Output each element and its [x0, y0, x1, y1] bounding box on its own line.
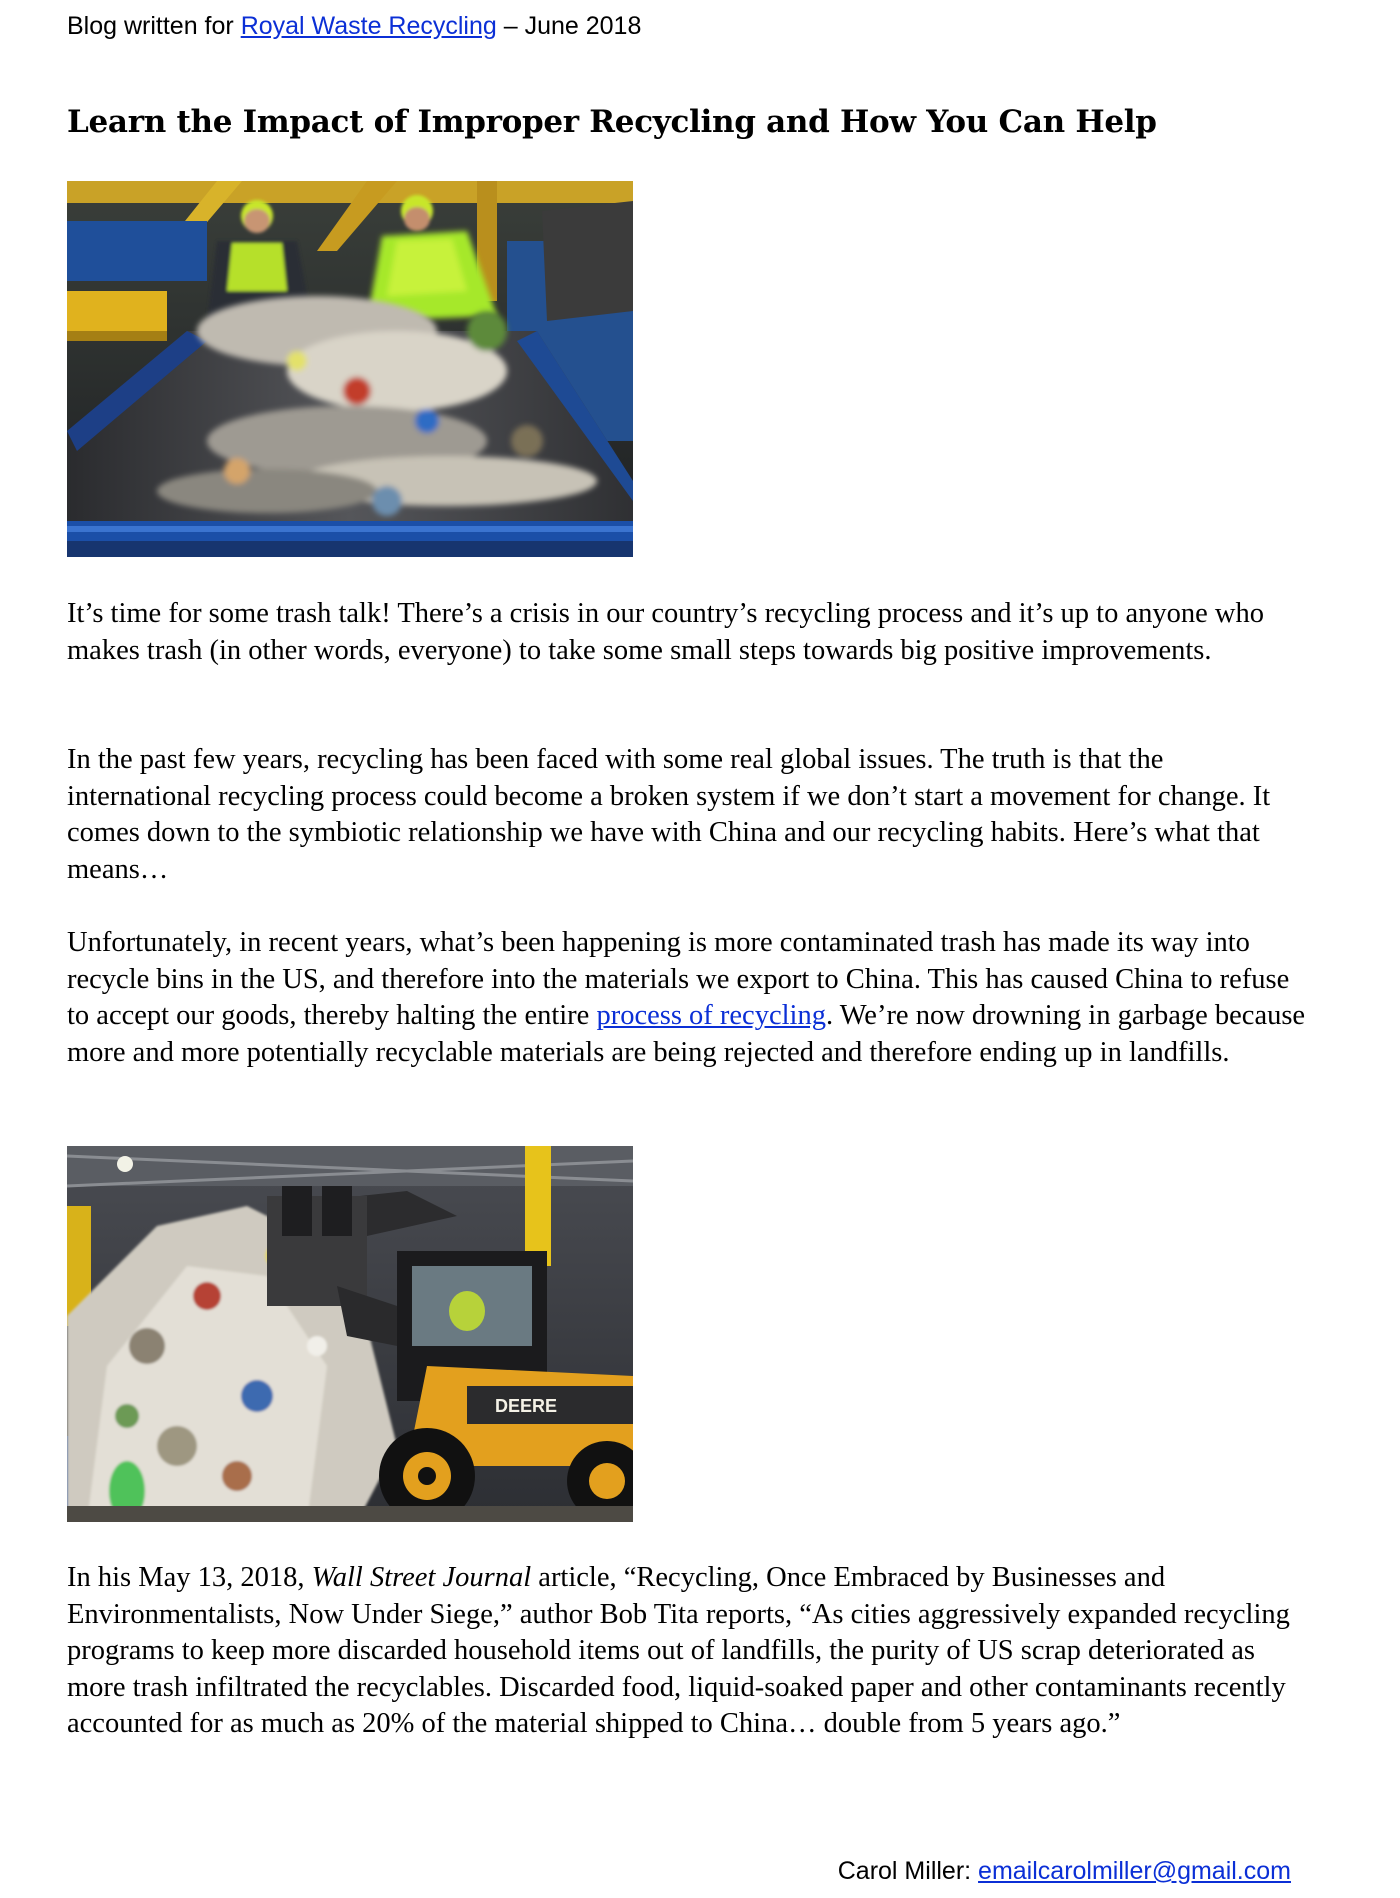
article-title: Learn the Impact of Improper Recycling and How You Can Help	[67, 104, 1157, 140]
paragraph-contamination	[67, 925, 1307, 1071]
paragraph-global-issues: In the past few years, recycling has been faced with some real global issues. The truth is that the international recycling process could become a broken system if we don’t start a movement for change. It comes down to the symbiotic relationship we have with China and our recycling habits. Here’s what that means…	[67, 744, 1271, 885]
author-email-link[interactable]: emailcarolmiller@gmail.com	[978, 1857, 1291, 1885]
paragraph-wsj-text-a: In his May 13, 2018,	[67, 1562, 312, 1593]
paragraph-wsj-text-b: article, “Recycling, Once Embraced by Businesses and Environmentalists, Now Under Siege,” author Bob Tita reports, “As cities aggressively expanded recycling programs to keep more discarded household items out of landfills, the purity of US scrap deteriorated as more trash infiltrated the recyclables. Discarded food, liquid-soaked paper and other contaminants recently accounted for as much as 20% of the material shipped to China… double from 5 years ago.”	[67, 1562, 1290, 1740]
sorting-line-photo	[67, 181, 633, 557]
royal-waste-recycling-link[interactable]: Royal Waste Recycling	[240, 12, 497, 40]
paragraph-wsj-quote	[67, 1560, 1307, 1743]
blog-credit-prefix: Blog written for	[67, 12, 241, 40]
loader-brand-decal: DEERE	[495, 1396, 558, 1416]
publication-name: Wall Street Journal	[311, 1562, 532, 1593]
paragraph-contamination-text-a: Unfortunately, in recent years, what’s been happening is more contaminated trash has made its way into recycle bins in the US, and therefore into the materials we export to China. This has caused China to refuse to accept our goods, thereby halting the entire	[67, 927, 1290, 1032]
blog-credit-suffix: – June 2018	[496, 12, 642, 40]
author-signature	[838, 1855, 1291, 1887]
author-name: Carol Miller:	[837, 1857, 979, 1885]
process-of-recycling-link[interactable]: process of recycling	[596, 1000, 826, 1032]
paragraph-contamination-text-b: . We’re now drowning in garbage because more and more potentially recyclable materials are being rejected and therefore ending up in landfills.	[67, 1000, 1306, 1068]
paragraph-intro: It’s time for some trash talk! There’s a crisis in our country’s recycling process and it’s up to anyone who makes trash (in other words, everyone) to take some small steps towards big positive improvements.	[67, 598, 1264, 666]
front-loader-photo	[67, 1146, 633, 1522]
blog-credit-line	[67, 10, 641, 42]
